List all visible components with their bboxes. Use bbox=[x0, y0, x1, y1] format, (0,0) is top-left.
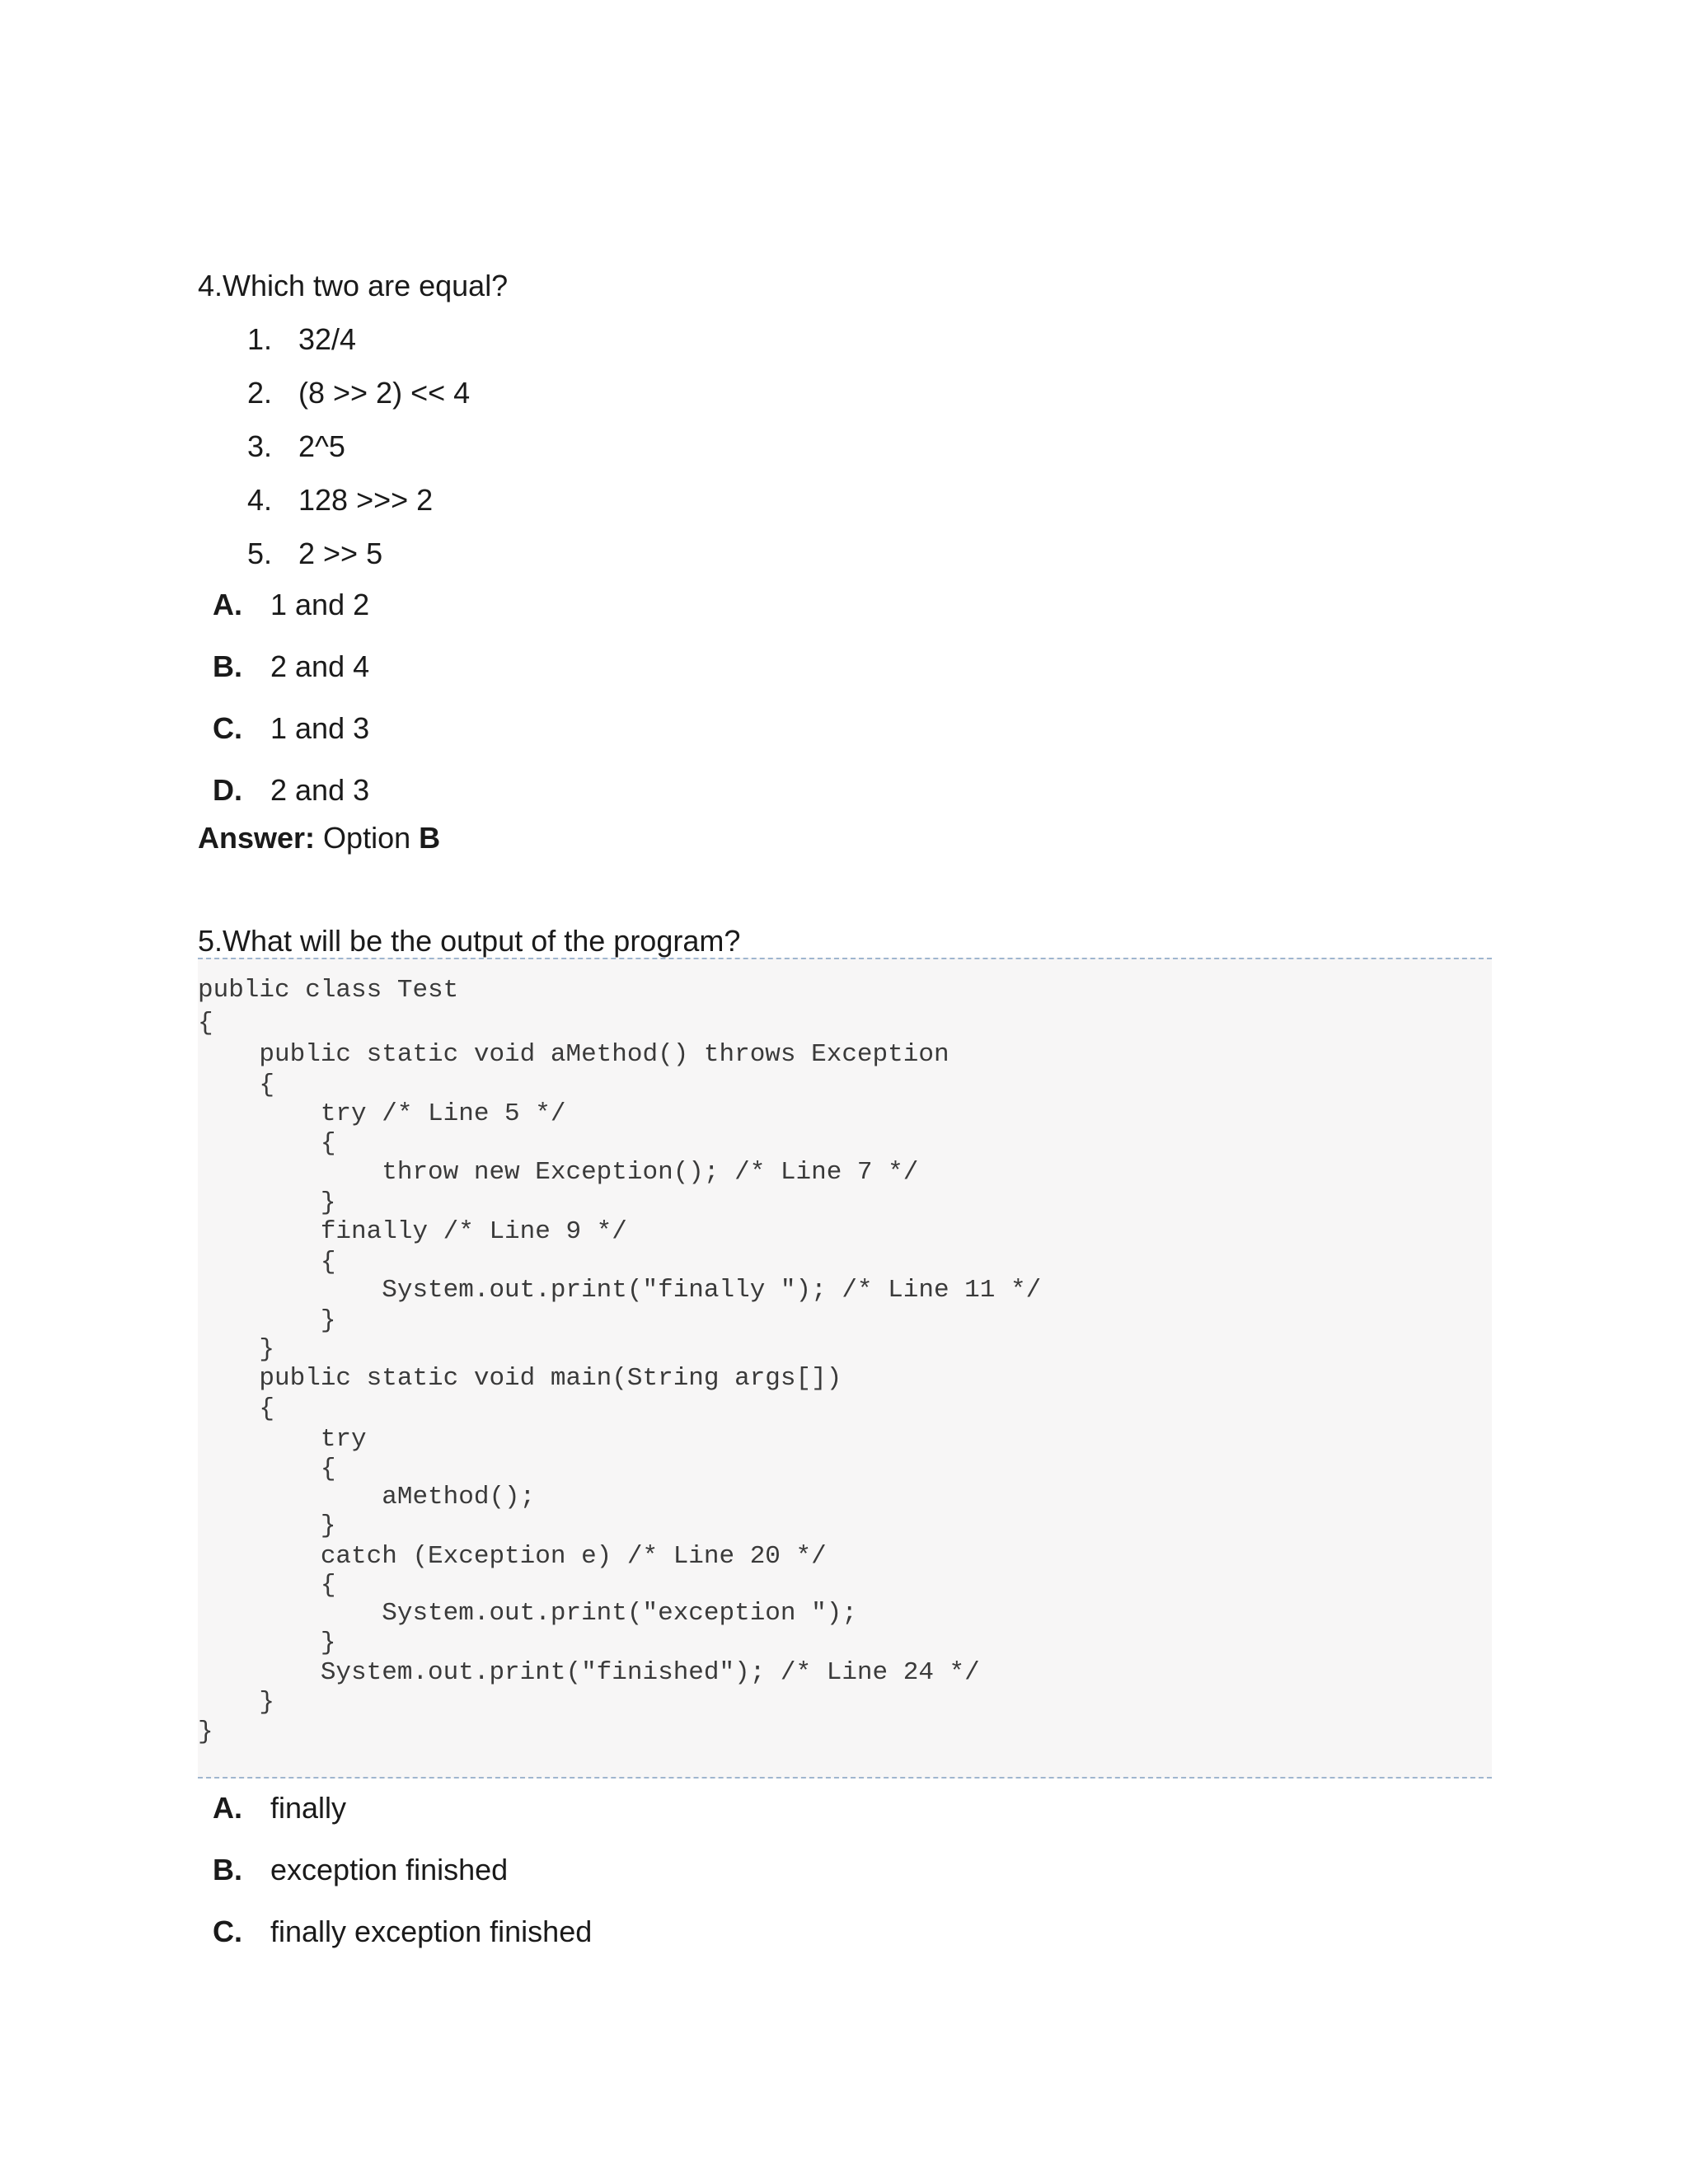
code-line: public static void main(String args[]) bbox=[198, 1364, 842, 1393]
question-4-item bbox=[247, 536, 382, 572]
item-text: (8 >> 2) << 4 bbox=[298, 376, 471, 410]
question-4-item bbox=[247, 321, 356, 358]
code-line: } bbox=[198, 1718, 213, 1746]
option-text: 2 and 4 bbox=[270, 649, 370, 683]
question-4-option-b bbox=[213, 649, 369, 685]
option-letter: C. bbox=[213, 711, 242, 745]
code-line: try /* Line 5 */ bbox=[198, 1099, 566, 1128]
question-5-option-b bbox=[213, 1852, 508, 1888]
code-line: } bbox=[198, 1306, 336, 1335]
question-5-option-a bbox=[213, 1790, 346, 1826]
code-line: throw new Exception(); /* Line 7 */ bbox=[198, 1158, 919, 1187]
item-number: 1. bbox=[247, 322, 273, 356]
item-text: 2 >> 5 bbox=[298, 537, 383, 570]
code-line: System.out.print("finished"); /* Line 24 */ bbox=[198, 1658, 980, 1687]
code-line: { bbox=[198, 1009, 213, 1038]
code-line: { bbox=[198, 1129, 336, 1158]
option-letter: A. bbox=[213, 588, 242, 621]
item-text: 128 >>> 2 bbox=[298, 483, 434, 517]
option-text: 2 and 3 bbox=[270, 773, 370, 807]
answer-value: B bbox=[419, 821, 441, 855]
code-line: System.out.print("finally "); /* Line 11 */ bbox=[198, 1276, 1042, 1305]
question-4-answer bbox=[198, 820, 440, 856]
code-line: try bbox=[198, 1425, 367, 1454]
item-number: 2. bbox=[247, 376, 273, 410]
option-text: 1 and 2 bbox=[270, 588, 370, 621]
question-4-option-a bbox=[213, 587, 369, 623]
question-4-title: 4.Which two are equal? bbox=[198, 269, 509, 302]
code-line: } bbox=[198, 1629, 336, 1657]
answer-label: Answer: bbox=[198, 821, 316, 855]
code-line: System.out.print("exception "); bbox=[198, 1599, 857, 1628]
question-4-option-d bbox=[213, 772, 369, 808]
code-line: { bbox=[198, 1394, 275, 1423]
option-text: 1 and 3 bbox=[270, 711, 370, 745]
code-line: finally /* Line 9 */ bbox=[198, 1217, 627, 1246]
code-line: } bbox=[198, 1511, 336, 1540]
answer-prefix: Option bbox=[323, 821, 411, 855]
option-letter: A. bbox=[213, 1791, 242, 1825]
item-number: 4. bbox=[247, 483, 273, 517]
code-line: { bbox=[198, 1455, 336, 1483]
code-line: } bbox=[198, 1188, 336, 1217]
code-line: { bbox=[198, 1248, 336, 1277]
option-letter: D. bbox=[213, 773, 242, 807]
code-line: public class Test bbox=[198, 976, 459, 1005]
code-line: { bbox=[198, 1571, 336, 1600]
option-text: finally bbox=[270, 1791, 347, 1825]
option-letter: B. bbox=[213, 1853, 242, 1886]
item-number: 3. bbox=[247, 429, 273, 463]
item-text: 32/4 bbox=[298, 322, 357, 356]
option-letter: C. bbox=[213, 1915, 242, 1948]
code-line: catch (Exception e) /* Line 20 */ bbox=[198, 1542, 827, 1571]
item-number: 5. bbox=[247, 537, 273, 570]
question-4-option-c bbox=[213, 710, 369, 747]
question-4-item bbox=[247, 482, 433, 518]
item-text: 2^5 bbox=[298, 429, 345, 463]
code-line: { bbox=[198, 1071, 275, 1099]
option-text: finally exception finished bbox=[270, 1915, 593, 1948]
code-line: aMethod(); bbox=[198, 1483, 536, 1511]
question-5-option-c bbox=[213, 1914, 592, 1950]
code-block bbox=[198, 958, 1492, 1779]
question-4-item bbox=[247, 429, 345, 465]
code-line: } bbox=[198, 1688, 275, 1717]
question-4-item bbox=[247, 375, 470, 411]
question-5-title: 5.What will be the output of the program? bbox=[198, 924, 741, 958]
code-line: public static void aMethod() throws Exception bbox=[198, 1040, 950, 1069]
option-letter: B. bbox=[213, 649, 242, 683]
code-line: } bbox=[198, 1335, 275, 1364]
option-text: exception finished bbox=[270, 1853, 509, 1886]
